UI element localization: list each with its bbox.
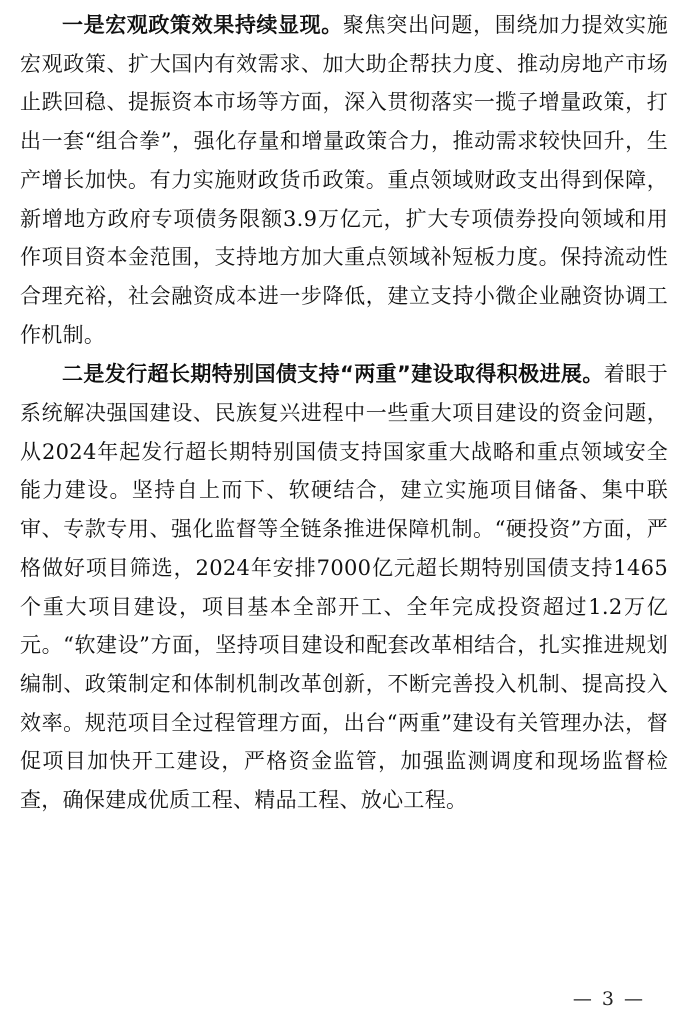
paragraph-lead-heading: 二是发行超长期特别国债支持“两重”建设取得积极进展。 (62, 362, 604, 387)
paragraph-macro-policy (20, 6, 668, 354)
paragraph-ultra-long-bonds (20, 355, 668, 819)
paragraph-body-text: 聚焦突出问题，围绕加力提效实施宏观政策、扩大国内有效需求、加大助企帮扶力度、推动房地产市场止跌回稳、提振资本市场等方面，深入贯彻落实一揽子增量政策，打出一套“组合拳”，强化存量和增量政策合力，推动需求较快回升，生产增长加快。有力实施财政货币政策。重点领域财政支出得到保障，新增地方政府专项债务限额3.9万亿元，扩大专项债券投向领域和用作项目资本金范围，支持地方加大重点领域补短板力度。保持流动性合理充裕，社会融资成本进一步降低，建立支持小微企业融资协调工作机制。 (20, 13, 668, 347)
page-number: — 3 — (572, 988, 645, 1010)
paragraph-body-text: 着眼于系统解决强国建设、民族复兴进程中一些重大项目建设的资金问题，从2024年起发行超长期特别国债支持国家重大战略和重点领域安全能力建设。坚持自上而下、软硬结合，建立实施项目储备、集中联审、专款专用、强化监督等全链条推进保障机制。“硬投资”方面，严格做好项目筛选，2024年安排7000亿元超长期特别国债支持1465个重大项目建设，项目基本全部开工、全年完成投资超过1.2万亿元。“软建设”方面，坚持项目建设和配套改革相结合，扎实推进规划编制、政策制定和体制机制改革创新，不断完善投入机制、提高投入效率。规范项目全过程管理方面，出台“两重”建设有关管理办法，督促项目加快开工建设，严格资金监管，加强监测调度和现场监督检查，确保建成优质工程、精品工程、放心工程。 (20, 362, 668, 813)
paragraph-lead-heading: 一是宏观政策效果持续显现。 (62, 13, 343, 37)
body-text (20, 6, 668, 820)
